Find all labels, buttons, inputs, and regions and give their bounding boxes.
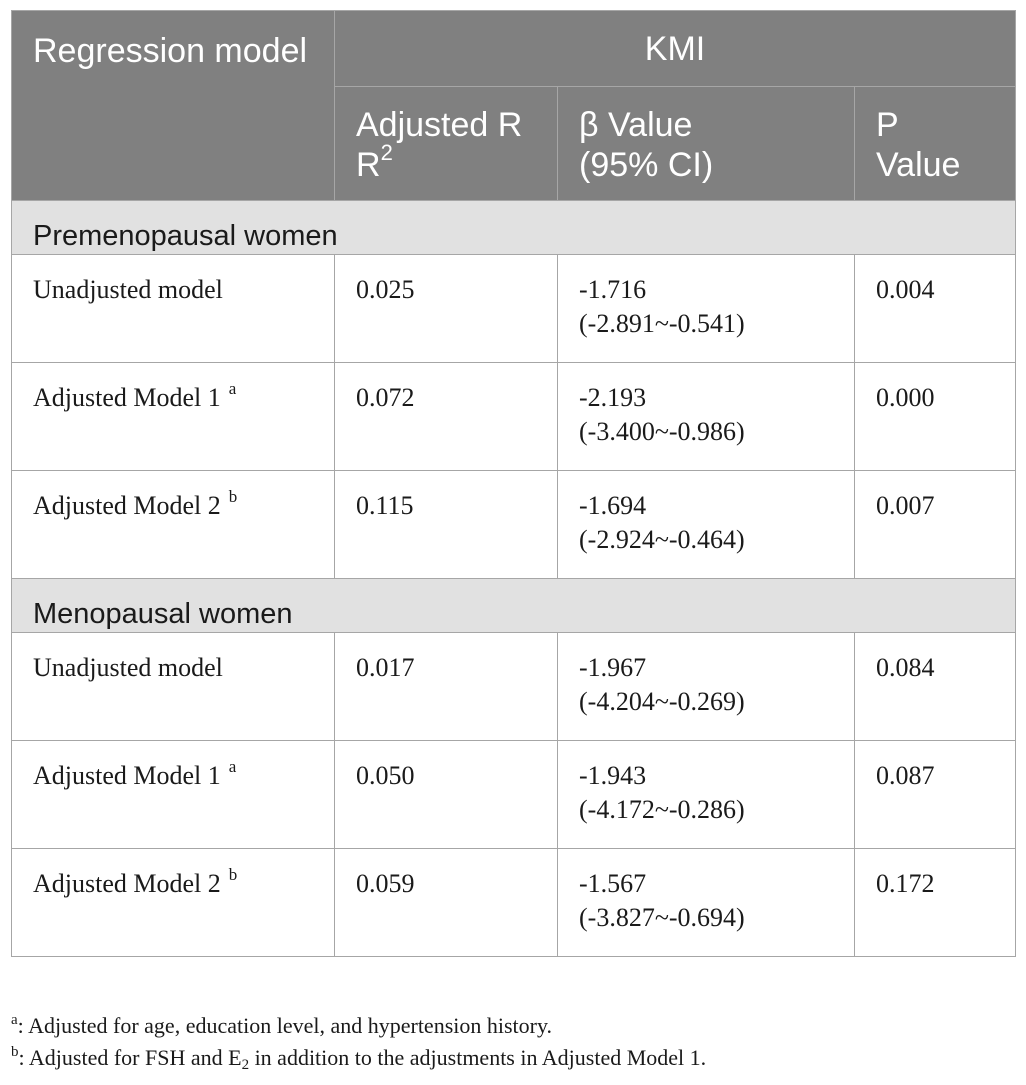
footnote-b: $^b$: Adjusted for FSH and $E_2$ in addition to the adjustments in Adjusted Model 1.: [11, 1044, 707, 1073]
table-row: [12, 741, 1016, 849]
cell-adjusted-r2: 0.017: [335, 633, 558, 741]
section-title: Menopausal women: [12, 579, 1016, 633]
section-row: [12, 579, 1016, 633]
cell-model: Adjusted Model 1 $^a$: [12, 363, 335, 471]
table-footnotes: [11, 1010, 1015, 1074]
cell-beta-ci: -1.567 (-3.827~-0.694): [558, 849, 855, 957]
cell-p-value: 0.004: [855, 255, 1016, 363]
cell-beta-ci: -1.943 (-4.172~-0.286): [558, 741, 855, 849]
section-row: [12, 201, 1016, 255]
cell-beta-ci: -1.694 (-2.924~-0.464): [558, 471, 855, 579]
cell-beta-ci: -2.193 (-3.400~-0.986): [558, 363, 855, 471]
section-title: Premenopausal women: [12, 201, 1016, 255]
table-row: [12, 363, 1016, 471]
cell-p-value: 0.000: [855, 363, 1016, 471]
cell-adjusted-r2: 0.050: [335, 741, 558, 849]
cell-adjusted-r2: 0.115: [335, 471, 558, 579]
table-row: [12, 633, 1016, 741]
footnote-marker: a: [228, 757, 237, 776]
cell-model: Adjusted Model 2 $^b$: [12, 849, 335, 957]
header-kmi: KMI: [335, 11, 1016, 87]
table-row: [12, 255, 1016, 363]
cell-p-value: 0.084: [855, 633, 1016, 741]
header-adjusted-r2: Adjusted R $R^2$: [335, 87, 558, 201]
header-beta-value: β Value (95% CI): [558, 87, 855, 201]
footnote-marker: a: [228, 379, 237, 398]
cell-model: Adjusted Model 1 $^a$: [12, 741, 335, 849]
regression-table: [11, 10, 1016, 957]
footnote-marker: b: [228, 865, 238, 884]
header-p-value: P Value: [855, 87, 1016, 201]
header-row-1: [12, 11, 1016, 87]
footnote-a: $^a$: Adjusted for age, education level, and hypertension history.: [11, 1012, 553, 1038]
table-row: [12, 849, 1016, 957]
cell-model: Unadjusted model: [12, 633, 335, 741]
cell-beta-ci: -1.967 (-4.204~-0.269): [558, 633, 855, 741]
table-row: [12, 471, 1016, 579]
cell-adjusted-r2: 0.025: [335, 255, 558, 363]
header-regression-model: Regression model: [12, 11, 335, 201]
footnote-marker: b: [228, 487, 238, 506]
cell-p-value: 0.172: [855, 849, 1016, 957]
cell-adjusted-r2: 0.072: [335, 363, 558, 471]
cell-p-value: 0.087: [855, 741, 1016, 849]
cell-p-value: 0.007: [855, 471, 1016, 579]
cell-model: Unadjusted model: [12, 255, 335, 363]
cell-adjusted-r2: 0.059: [335, 849, 558, 957]
cell-model: Adjusted Model 2 $^b$: [12, 471, 335, 579]
cell-beta-ci: -1.716 (-2.891~-0.541): [558, 255, 855, 363]
